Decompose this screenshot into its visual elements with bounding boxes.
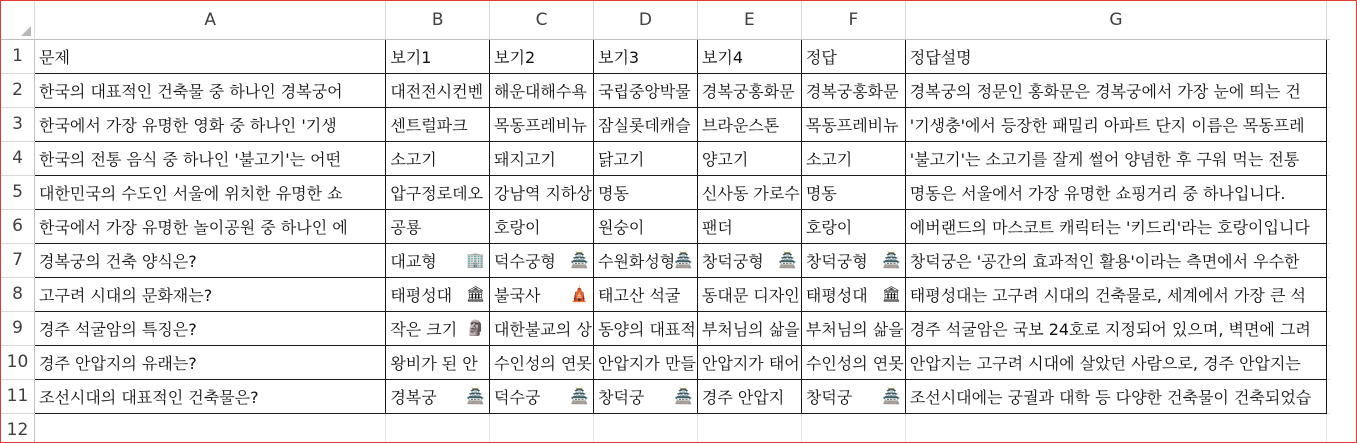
cell-b11[interactable] — [386, 379, 490, 413]
cell-text: 왕비가 된 안 — [390, 353, 478, 373]
cell-c4[interactable] — [490, 141, 594, 175]
cell-a4[interactable] — [34, 141, 385, 175]
cell-a6[interactable] — [34, 209, 385, 243]
cell-d4[interactable] — [593, 141, 697, 175]
cell-b1[interactable] — [386, 39, 490, 73]
cell-text: 보기2 — [494, 47, 536, 67]
cell-c6[interactable] — [490, 209, 594, 243]
cell-c7[interactable] — [490, 243, 594, 277]
cell-text: 경주 석굴암의 특징은? — [38, 319, 197, 339]
empty-cell[interactable] — [34, 413, 385, 443]
cell-text: 문제 — [38, 47, 70, 67]
cell-text: 조선시대의 대표적인 건축물은? — [38, 387, 259, 407]
column-header-g[interactable]: G — [905, 1, 1326, 39]
cell-text: 경복궁의 건축 양식은? — [38, 251, 197, 271]
cell-c5[interactable] — [490, 175, 594, 209]
cell-b3[interactable] — [386, 107, 490, 141]
cell-text: 목동프레비뉴 — [805, 115, 899, 135]
cell-text: 경주 안압지의 유래는? — [38, 353, 197, 373]
building-icon: 🏯 — [674, 250, 693, 269]
building-icon: 🏯 — [466, 386, 486, 405]
building-icon: 🏯 — [882, 386, 901, 405]
cell-text: 불국사 — [494, 285, 541, 305]
cell-text: 수인성의 연못 — [805, 353, 904, 373]
cell-g6[interactable] — [905, 209, 1326, 243]
table-row — [1, 243, 1356, 277]
cell-a7[interactable] — [34, 243, 385, 277]
cell-a2[interactable] — [34, 73, 385, 107]
cell-text: 안압지는 고구려 시대에 살았던 사람으로, 경주 안압지는 — [909, 353, 1301, 373]
cell-b7[interactable] — [386, 243, 490, 277]
column-header-a[interactable]: A — [34, 1, 385, 39]
cell-text: 강남역 지하상 — [494, 183, 592, 203]
cell-e2[interactable] — [697, 73, 801, 107]
building-icon: 🏛 — [466, 284, 486, 303]
cell-a9[interactable] — [34, 311, 385, 345]
cell-text: 대한불교의 상 — [494, 319, 592, 339]
cell-text: 공룡 — [390, 217, 422, 237]
empty-cell[interactable] — [593, 413, 697, 443]
building-icon: 🏯 — [674, 386, 693, 405]
cell-c1[interactable] — [490, 39, 594, 73]
cell-text: 한국에서 가장 유명한 영화 중 하나인 '기생 — [38, 115, 337, 135]
cell-text: 호랑이 — [494, 217, 541, 237]
cell-text: 경복궁홍화문 — [805, 81, 899, 101]
cell-text: 보기4 — [701, 47, 744, 67]
cell-text: 덕수궁 — [494, 387, 541, 407]
cell-text: 경주 석굴암은 국보 24호로 지정되어 있으며, 벽면에 그려 — [909, 319, 1311, 339]
cell-text: 대한민국의 수도인 서울에 위치한 유명한 쇼 — [38, 183, 343, 203]
cell-text: 창덕궁형 — [701, 251, 764, 271]
select-all-corner[interactable] — [1, 1, 34, 39]
cell-g4[interactable] — [905, 141, 1326, 175]
table-row — [1, 39, 1356, 73]
cell-f9[interactable] — [801, 311, 905, 345]
row-header[interactable]: 5 — [1, 175, 34, 209]
cell-text: 경주 안압지 — [701, 387, 785, 407]
building-icon: 🏯 — [882, 250, 901, 269]
cell-e3[interactable] — [697, 107, 801, 141]
cell-text: 닭고기 — [597, 149, 645, 169]
cell-text: 보기3 — [597, 47, 640, 67]
cell-text: 안압지가 태어 — [701, 353, 800, 373]
building-icon: 🏯 — [570, 250, 589, 269]
cell-text: 대교형 — [390, 251, 437, 271]
row-header[interactable]: 1 — [1, 39, 34, 73]
cell-text: 안압지가 만들 — [597, 353, 696, 373]
cell-text: 명동 — [805, 183, 837, 203]
cell-b9[interactable] — [386, 311, 490, 345]
building-icon: 🏢 — [466, 250, 486, 269]
cell-f3[interactable] — [801, 107, 905, 141]
cell-text: 고구려 시대의 문화재는? — [38, 285, 213, 305]
cell-f10[interactable] — [801, 345, 905, 379]
cell-c9[interactable] — [490, 311, 594, 345]
cell-text: 팬더 — [701, 217, 733, 237]
row-header[interactable]: 8 — [1, 277, 34, 311]
cell-text: 정답 — [805, 47, 837, 67]
cell-a11[interactable] — [34, 379, 385, 413]
cell-e4[interactable] — [697, 141, 801, 175]
cell-text: 해운대해수욕 — [494, 81, 587, 101]
table-row — [1, 73, 1356, 107]
cell-text: 양고기 — [701, 149, 749, 169]
cell-text: 신사동 가로수 — [701, 183, 800, 203]
cell-f8[interactable] — [801, 277, 905, 311]
cell-c3[interactable] — [490, 107, 594, 141]
cell-g9[interactable] — [905, 311, 1326, 345]
cell-f6[interactable] — [801, 209, 905, 243]
cell-text: 태평성대는 고구려 시대의 건축물로, 세계에서 가장 큰 석 — [909, 285, 1306, 305]
table-row — [1, 345, 1356, 379]
cell-text: 창덕궁은 '공간의 효과적인 활용'이라는 측면에서 우수한 — [909, 251, 1300, 271]
cell-text: 목동프레비뉴 — [494, 115, 587, 135]
empty-cell[interactable] — [905, 413, 1326, 443]
row-header[interactable]: 2 — [1, 73, 34, 107]
cell-text: 경복궁홍화문 — [701, 81, 795, 101]
cell-a1[interactable] — [34, 39, 385, 73]
empty-cell[interactable] — [490, 413, 594, 443]
row-header[interactable]: 12 — [1, 413, 34, 443]
cell-c8[interactable] — [490, 277, 594, 311]
column-header-e[interactable]: E — [697, 1, 801, 39]
cell-c10[interactable] — [490, 345, 594, 379]
row-header[interactable]: 11 — [1, 379, 34, 413]
cell-a8[interactable] — [34, 277, 385, 311]
cell-text: 보기1 — [390, 47, 432, 67]
cell-f1[interactable] — [801, 39, 905, 73]
cell-e8[interactable] — [697, 277, 801, 311]
cell-text: 브라운스톤 — [701, 115, 780, 135]
row-header[interactable]: 3 — [1, 107, 34, 141]
cell-text: 원숭이 — [597, 217, 645, 237]
cell-text: 태평성대 — [805, 285, 868, 305]
cell-text: 압구정로데오 — [390, 183, 484, 203]
cell-e9[interactable] — [697, 311, 801, 345]
cell-text: 돼지고기 — [494, 149, 556, 169]
spreadsheet-grid — [1, 1, 1356, 443]
cell-text: 경복궁 — [390, 387, 437, 407]
cell-text: 호랑이 — [805, 217, 853, 237]
cell-text: 명동 — [597, 183, 629, 203]
cell-d3[interactable] — [593, 107, 697, 141]
cell-text: 부처님의 삶을 — [805, 319, 904, 339]
cell-d2[interactable] — [593, 73, 697, 107]
cell-f11[interactable] — [801, 379, 905, 413]
cell-e1[interactable] — [697, 39, 801, 73]
cell-text: 한국에서 가장 유명한 놀이공원 중 하나인 에 — [38, 217, 348, 237]
cell-text: 에버랜드의 마스코트 캐릭터는 '키드리'라는 호랑이입니다 — [909, 217, 1310, 237]
cell-b4[interactable] — [386, 141, 490, 175]
table-row — [1, 107, 1356, 141]
cell-g11[interactable] — [905, 379, 1326, 413]
cell-d9[interactable] — [593, 311, 697, 345]
empty-cell[interactable] — [386, 413, 490, 443]
cell-e7[interactable] — [697, 243, 801, 277]
vertical-scrollbar[interactable] — [1330, 1, 1356, 442]
cell-d5[interactable] — [593, 175, 697, 209]
cell-e10[interactable] — [697, 345, 801, 379]
cell-text: 한국의 전통 음식 중 하나인 '불고기'는 어떤 — [38, 149, 342, 169]
cell-f4[interactable] — [801, 141, 905, 175]
cell-text: '기생충'에서 등장한 패밀리 아파트 단지 이름은 목동프레 — [909, 115, 1305, 135]
table-row — [1, 311, 1356, 345]
building-icon: 🏛 — [881, 284, 901, 303]
table-row — [1, 175, 1356, 209]
cell-a5[interactable] — [34, 175, 385, 209]
row-header[interactable]: 9 — [1, 311, 34, 345]
cell-f5[interactable] — [801, 175, 905, 209]
cell-text: 조선시대에는 궁궐과 대학 등 다양한 건축물이 건축되었습 — [909, 387, 1312, 407]
cell-d7[interactable] — [593, 243, 697, 277]
cell-f7[interactable] — [801, 243, 905, 277]
cell-e5[interactable] — [697, 175, 801, 209]
cell-c2[interactable] — [490, 73, 594, 107]
cell-text: 경복궁의 정문인 홍화문은 경복궁에서 가장 눈에 띄는 건 — [909, 81, 1301, 101]
cell-c11[interactable] — [490, 379, 594, 413]
cell-a3[interactable] — [34, 107, 385, 141]
table-row — [1, 209, 1356, 243]
cell-a10[interactable] — [34, 345, 385, 379]
building-icon: 🛕 — [570, 284, 589, 303]
building-icon: 🗿 — [466, 318, 486, 337]
cell-text: '불고기'는 소고기를 잘게 썰어 양념한 후 구워 먹는 전통 — [909, 149, 1300, 169]
cell-b6[interactable] — [386, 209, 490, 243]
cell-e11[interactable] — [697, 379, 801, 413]
cell-d6[interactable] — [593, 209, 697, 243]
cell-g3[interactable] — [905, 107, 1326, 141]
cell-g5[interactable] — [905, 175, 1326, 209]
empty-cell[interactable] — [801, 413, 905, 443]
cell-g2[interactable] — [905, 73, 1326, 107]
row-header[interactable]: 4 — [1, 141, 34, 175]
cell-text: 한국의 대표적인 건축물 중 하나인 경복궁어 — [38, 81, 343, 101]
cell-d1[interactable] — [593, 39, 697, 73]
column-header-f[interactable]: F — [801, 1, 905, 39]
table-row — [1, 141, 1356, 175]
cell-text: 창덕궁 — [597, 387, 645, 407]
cell-text: 부처님의 삶을 — [701, 319, 800, 339]
cell-text: 소고기 — [805, 149, 853, 169]
cell-text: 대전전시컨벤 — [390, 81, 484, 101]
cell-e6[interactable] — [697, 209, 801, 243]
empty-cell[interactable] — [697, 413, 801, 443]
cell-b5[interactable] — [386, 175, 490, 209]
cell-text: 소고기 — [390, 149, 437, 169]
row-header[interactable]: 10 — [1, 345, 34, 379]
cell-b10[interactable] — [386, 345, 490, 379]
cell-text: 국립중앙박물 — [597, 81, 691, 101]
cell-text: 동대문 디자인 — [701, 285, 800, 305]
cell-g1[interactable] — [905, 39, 1326, 73]
cell-text: 센트럴파크 — [390, 115, 468, 135]
table-row — [1, 379, 1356, 413]
row-header[interactable]: 7 — [1, 243, 34, 277]
column-header-c[interactable]: C — [490, 1, 594, 39]
row-header[interactable]: 6 — [1, 209, 34, 243]
cell-d10[interactable] — [593, 345, 697, 379]
cell-text: 정답설명 — [909, 47, 972, 67]
cell-text: 작은 크기 — [390, 319, 458, 339]
cell-text: 덕수궁형 — [494, 251, 556, 271]
column-header-d[interactable]: D — [593, 1, 697, 39]
cell-text: 명동은 서울에서 가장 유명한 쇼핑거리 중 하나입니다. — [909, 183, 1286, 203]
cell-text: 태고산 석굴 — [597, 285, 681, 305]
cell-text: 창덕궁 — [805, 387, 853, 407]
cell-g8[interactable] — [905, 277, 1326, 311]
building-icon: 🏯 — [778, 250, 797, 269]
building-icon: 🏯 — [570, 386, 589, 405]
cell-text: 수인성의 연못 — [494, 353, 592, 373]
cell-d8[interactable] — [593, 277, 697, 311]
cell-text: 창덕궁형 — [805, 251, 868, 271]
cell-g7[interactable] — [905, 243, 1326, 277]
cell-b8[interactable] — [386, 277, 490, 311]
cell-d11[interactable] — [593, 379, 697, 413]
cell-text: 태평성대 — [390, 285, 453, 305]
cell-text: 잠실롯데캐슬 — [597, 115, 691, 135]
cell-b2[interactable] — [386, 73, 490, 107]
cell-f2[interactable] — [801, 73, 905, 107]
cell-text: 수원화성형 — [597, 251, 676, 271]
table-row — [1, 277, 1356, 311]
cell-g10[interactable] — [905, 345, 1326, 379]
table-row — [1, 413, 1356, 443]
column-header-b[interactable]: B — [386, 1, 490, 39]
cell-text: 동양의 대표적 — [597, 319, 696, 339]
